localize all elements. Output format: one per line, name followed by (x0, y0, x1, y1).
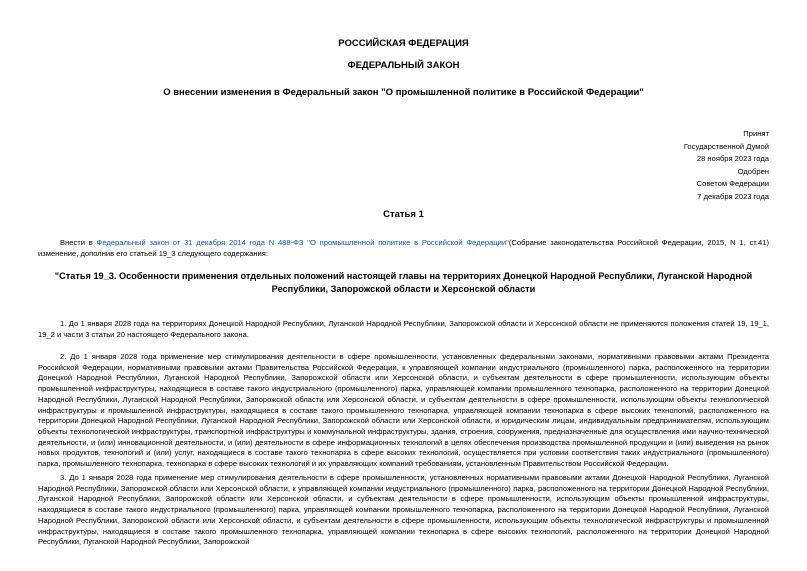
new-article-heading: "Статья 19_3. Особенности применения отдельных положений настоящей главы на территориях Донецкой Народной Республики, Луганской Народной Республики, Запорожской области и Херсонской области (54, 271, 753, 294)
article-intro (38, 238, 769, 259)
federal-law-link[interactable]: Федеральный закон от 31 декабря 2014 года N 488-ФЗ "О промышленной политике в Российской Федерации" (96, 238, 509, 247)
accepted-by: Государственной Думой (683, 141, 769, 151)
paragraph-3-text: 3. До 1 января 2028 года применение мер стимулирования деятельности в сфере промышленности, установленных нормативными правовыми актами Донецкой Народной Республики, Луганской Народной Республики, Запорожской области или Херсонской области, к управляющей компании индустриального (промышленного) парка, расположенного на территории Донецкой Народной Республики, Луганской Народной Республики, Запорожской области или Херсонской области, и субъектам деятельности в сфере промышленности, использующим объекты промышленной инфраструктуры, находящиеся в составе такого индустриального (промышленного) парка, управляющей компании промышленного технопарка, расположенного на территории Донецкой Народной Республики, Луганской Народной Республики, Запорожской области или Херсонской области, и субъектам деятельности в сфере промышленности, использующим объекты технологической инфраструктуры и промышленной инфраструктуры, находящиеся в составе такого промышленного технопарка, управляющей компании технопарка в сфере высоких технологий, расположенного на территории Донецкой Народной Республики, Луганской Народной Республики, Запорожской (38, 473, 769, 547)
paragraph-2 (38, 352, 769, 470)
law-title: О внесении изменения в Федеральный закон "О промышленной политике в Российской Федерации" (163, 87, 644, 98)
intro-prefix: Внести в (60, 238, 97, 247)
approved-date: 7 декабря 2023 года (697, 191, 769, 201)
intro-suffix: (Собрание законодательства Российской Федерации, 2015, N 1, ст.41) изменение, дополнив его статьей 19_3 следующего содержания: (38, 238, 769, 258)
accepted-label: Принят (743, 129, 769, 138)
approved-label: Одобрен (737, 166, 769, 176)
country-heading: РОССИЙСКАЯ ФЕДЕРАЦИЯ (338, 38, 469, 49)
adoption-block (684, 128, 769, 203)
law-type-heading: ФЕДЕРАЛЬНЫЙ ЗАКОН (347, 60, 460, 71)
approved-by: Советом Федерации (696, 179, 769, 188)
article-title: Статья 1 (383, 209, 424, 220)
paragraph-2-text: 2. До 1 января 2028 года применение мер стимулирования деятельности в сфере промышленности, установленных федеральными законами, нормативными правовыми актами Президента Российской Федерации, нормативными правовыми актами Правительства Российской Федерации, к управляющей компании индустриального (промышленного) парка, расположенного на территории Донецкой Народной Республики, Луганской Народной Республики, Запорожской области или Херсонской области, и субъектам деятельности в сфере промышленности, использующим объекты промышленной инфраструктуры, находящиеся в составе такого индустриального (промышленного) парка, управляющей компании промышленного технопарка, расположенного на территории Донецкой Народной Республики, Луганской Народной Республики, Запорожской области или Херсонской области, и субъектам деятельности в сфере промышленности, использующим объекты технологической инфраструктуры и промышленной инфраструктуры, находящиеся в составе такого промышленного технопарка, управляющей компании технопарка в сфере высоких технологий, расположенного на территории Донецкой Народной Республики, Луганской Народной Республики, Запорожской области или Херсонской области, и юридическим лицам, индивидуальным предпринимателям, использующим объекты технологической инфраструктуры, транспортной инфраструктуры и коммунальной инфраструктуры, здания, строения, сооружения, предназначенные для осуществления ими научно-технической деятельности, и (или) инновационной деятельности, и (или) деятельности в сфере информационных технологий в целях обеспечения производства промышленной продукции и (или) выведения на рынок новых продуктов, технологий и (или) услуг, находящиеся в составе такого технопарка в сфере высоких технологий, осуществляется при условии соответствия таких индустриального (промышленного) парка, промышленного технопарка, технопарка в сфере высоких технологий и их управляющих компаний требованиям, установленным Правительством Российской Федерации. (38, 352, 769, 469)
accepted-date: 28 ноября 2023 года (696, 154, 769, 163)
paragraph-3 (38, 473, 769, 548)
paragraph-1-text: 1. До 1 января 2028 года на территориях Донецкой Народной Республики, Луганской Народной Республики, Запорожской области и Херсонской области не применяются положения статей 19, 19_1, 19_2 и части 3 статьи 20 настоящего Федерального закона. (38, 319, 769, 339)
paragraph-1 (38, 319, 769, 340)
